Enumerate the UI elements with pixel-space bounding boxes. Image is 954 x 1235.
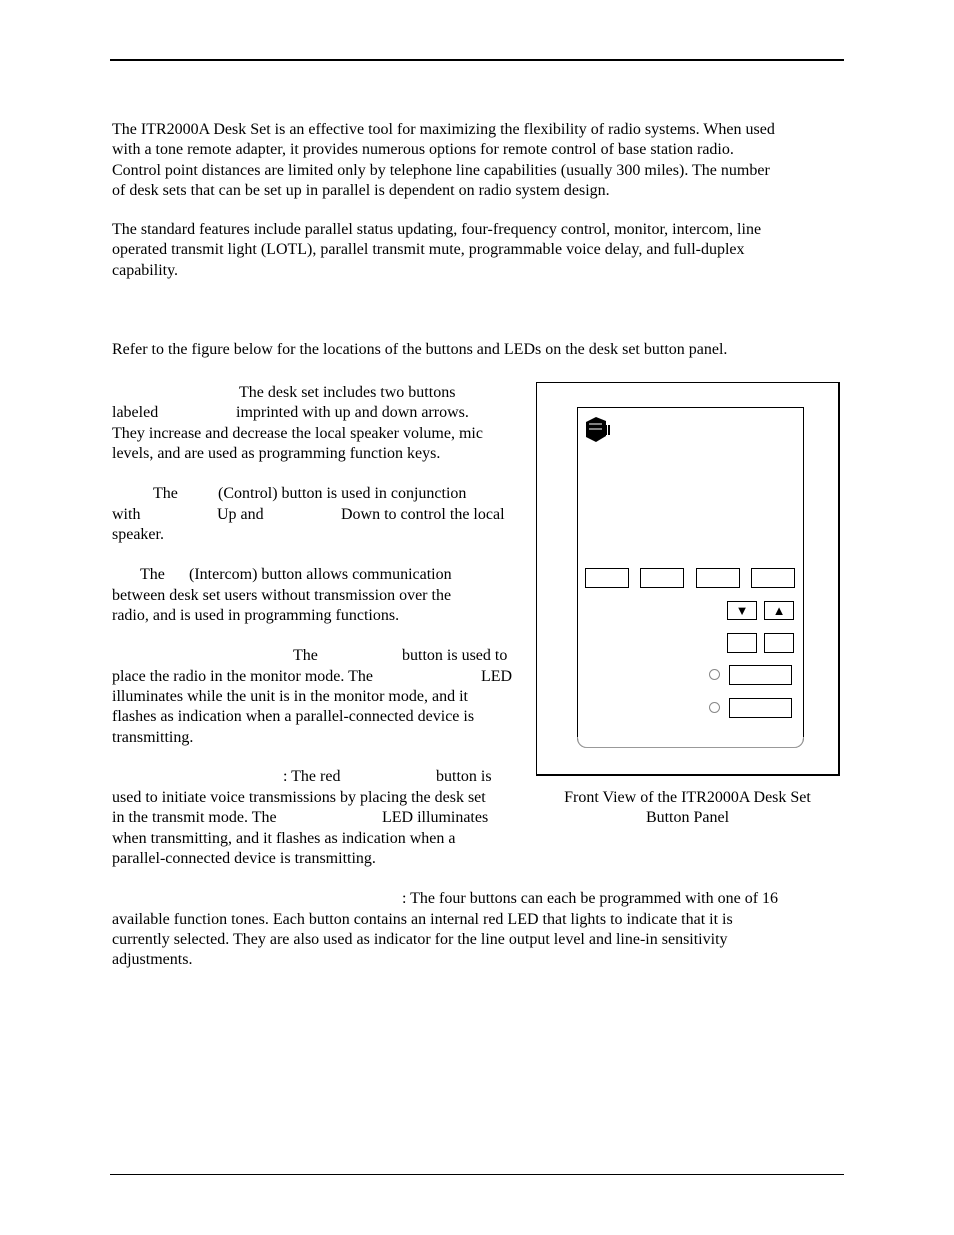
refer-text: Refer to the figure below for the locations of the buttons and LEDs on the desk set button panel. [112,341,728,358]
text-fragment: LED illuminates [382,809,489,826]
up-arrow-icon: ▲ [772,603,786,618]
text-fragment: radio, and is used in programming functions. [112,607,400,624]
text-line: of desk sets that can be set up in parallel is dependent on radio system design. [112,181,610,199]
text-fragment: They increase and decrease the local speaker volume, mic [112,425,483,442]
text-fragment: : The red [283,768,341,785]
transmit-button[interactable] [729,698,792,718]
text-fragment: transmitting. [112,729,194,746]
text-fragment: The [153,485,178,502]
text-fragment: in the transmit mode. The [112,809,277,826]
function-button-4[interactable] [751,568,795,588]
function-button-1[interactable] [585,568,629,588]
up-button[interactable] [764,601,794,620]
text-fragment: Up and [217,506,264,523]
down-arrow-icon: ▼ [735,603,749,618]
text-fragment: available function tones. Each button contains an internal red LED that lights to indicate that it is [112,911,733,928]
text-fragment: button is used to [402,647,508,664]
function-button-3[interactable] [696,568,740,588]
panel-bottom [577,737,804,748]
text-fragment: parallel-connected device is transmitting. [112,850,376,867]
figure-caption-line2: Button Panel [645,809,730,826]
text-fragment: levels, and are used as programming function keys. [112,445,441,462]
intercom-button[interactable] [764,633,794,653]
text-fragment: : The four buttons can each be programmed with one of 16 [402,890,779,907]
figure-caption-line1: Front View of the ITR2000A Desk Set [564,789,811,806]
text-fragment: adjustments. [112,951,193,968]
text-fragment: used to initiate voice transmissions by placing the desk set [112,789,486,806]
text-fragment: Down to control the local [341,506,505,523]
text-fragment: place the radio in the monitor mode. The [112,668,373,685]
text-fragment: imprinted with up and down arrows. [236,404,469,421]
monitor-button[interactable] [729,665,792,685]
text-fragment: The [140,566,165,583]
text-line: The ITR2000A Desk Set is an effective tool for maximizing the flexibility of radio systems. When used [112,121,775,138]
text-fragment: (Intercom) button allows communication [189,566,452,583]
text-fragment: (Control) button is used in conjunction [218,485,467,502]
text-fragment: between desk set users without transmission over the [112,587,452,604]
text-line: operated transmit light (LOTL), parallel transmit mute, programmable voice delay, and full-duplex [112,241,745,259]
text-line: The standard features include parallel status updating, four-frequency control, monitor, intercom, line [112,221,762,238]
function-button-2[interactable] [640,568,684,588]
text-line: with a tone remote adapter, it provides numerous options for remote control of base station radio. [112,141,734,159]
text-fragment: labeled [112,404,159,421]
down-button[interactable] [727,601,757,620]
text-fragment: button is [436,768,492,785]
text-fragment: speaker. [112,526,164,543]
text-line: Control point distances are limited only by telephone line capabilities (usually 300 miles). The number [112,161,770,179]
text-line: capability. [112,261,179,279]
footer-rule [110,1174,844,1175]
monitor-led [709,669,720,680]
logo-icon [584,416,610,444]
text-fragment: currently selected. They are also used as indicator for the line output level and line-in sensitivity [112,931,728,948]
text-fragment: when transmitting, and it flashes as indication when a [112,830,456,847]
transmit-led [709,702,720,713]
header-rule [110,59,844,61]
text-fragment: The [293,647,318,664]
text-fragment: LED [481,668,513,685]
text-fragment: flashes as indication when a parallel-connected device is [112,708,475,725]
text-fragment: illuminates while the unit is in the monitor mode, and it [112,688,468,705]
text-fragment: with [112,506,141,523]
control-button[interactable] [727,633,757,653]
text-fragment: The desk set includes two buttons [239,384,456,401]
